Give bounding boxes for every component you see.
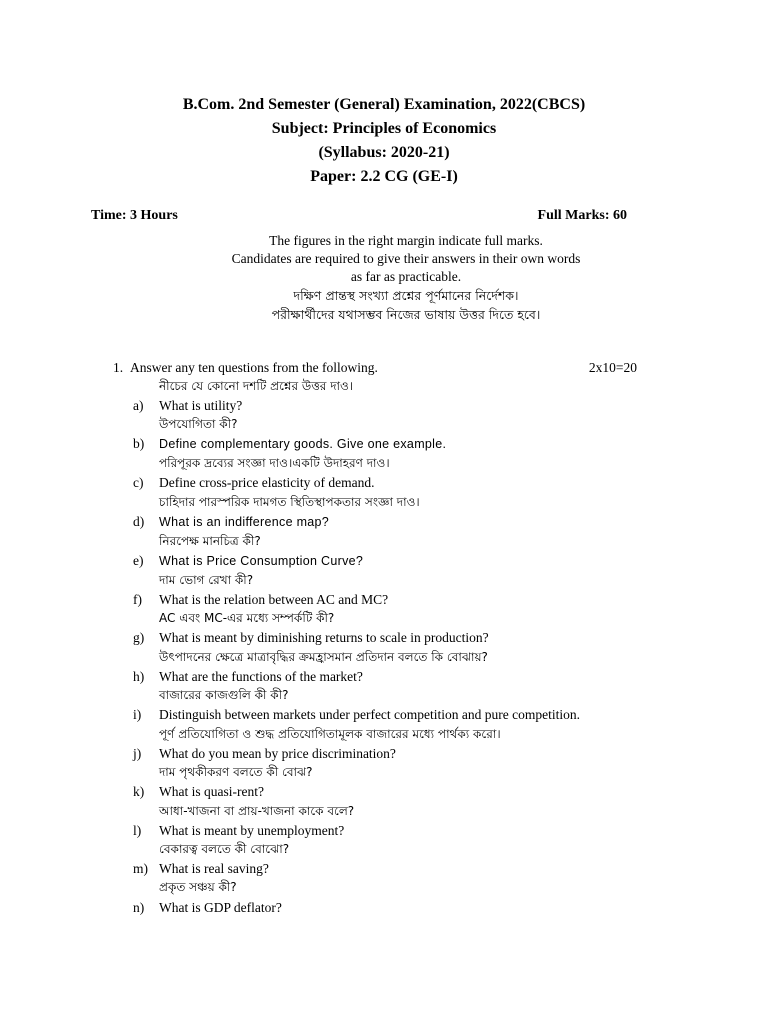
question-item-bn: প্রকৃত সঞ্চয় কী? (159, 880, 237, 894)
question-item-en: What is the relation between AC and MC? (159, 592, 389, 607)
full-marks-label: Full Marks: 60 (537, 208, 627, 223)
question-item-bn: পরিপূরক দ্রব্যের সংজ্ঞা দাও।একটি উদাহরণ দাও। (159, 456, 390, 470)
question-item-en: What is Price Consumption Curve? (159, 554, 364, 568)
instruction-en-1: The figures in the right margin indicate full marks. (269, 233, 543, 248)
item-label: h) (133, 669, 145, 684)
item-label: b) (133, 436, 145, 451)
syllabus-title: (Syllabus: 2020-21) (318, 144, 450, 161)
time-label: Time: 3 Hours (91, 208, 178, 223)
question-item-bn: বেকারত্ব বলতে কী বোঝো? (159, 842, 290, 856)
question-item-bn: AC এবং MC-এর মধ্যে সম্পর্কটি কী? (159, 611, 335, 625)
instruction-bn-2: পরীক্ষার্থীদের যথাসম্ভব নিজের ভাষায় উত্তর দিতে হবে। (271, 307, 541, 322)
item-label: j) (133, 746, 142, 761)
item-label: m) (133, 861, 148, 876)
item-label: i) (133, 707, 142, 722)
question-item-en: Define cross-price elasticity of demand. (159, 475, 375, 490)
item-label: l) (133, 823, 142, 838)
item-label: k) (133, 784, 145, 799)
question-marks: 2x10=20 (588, 360, 637, 375)
question-item-en: What is an indifference map? (159, 515, 330, 529)
question-item-en: What is GDP deflator? (159, 900, 282, 915)
question-item-en: Define complementary goods. Give one example. (159, 437, 447, 451)
question-item-en: What are the functions of the market? (159, 669, 363, 684)
question-item-en: What is meant by unemployment? (159, 823, 345, 838)
question-item-en: Distinguish between markets under perfect competition and pure competition. (159, 707, 581, 722)
question-item-bn: দাম ভোগ রেখা কী? (159, 573, 254, 587)
item-label: a) (133, 398, 144, 413)
subject-title: Subject: Principles of Economics (271, 120, 497, 137)
item-label: c) (133, 475, 144, 490)
instruction-bn-1: দক্ষিণ প্রান্তস্থ সংখ্যা প্রশ্নের পূর্ণমানের নির্দেশক। (293, 288, 519, 303)
question-item-bn: উপযোগিতা কী? (159, 417, 238, 431)
item-label: n) (133, 900, 145, 915)
question-number: 1. (113, 360, 124, 375)
instruction-en-3: as far as practicable. (350, 269, 462, 284)
question-item-en: What is meant by diminishing returns to scale in production? (159, 630, 489, 645)
paper-title: Paper: 2.2 CG (GE-I) (310, 168, 458, 185)
question-text-bn: নীচের যে কোনো দশটি প্রশ্নের উত্তর দাও। (159, 379, 354, 393)
item-label: g) (133, 630, 145, 645)
question-item-en: What do you mean by price discrimination? (159, 746, 396, 761)
exam-title: B.Com. 2nd Semester (General) Examination, 2022(CBCS) (182, 96, 586, 113)
question-item-bn: নিরপেক্ষ মানচিত্র কী? (159, 534, 261, 548)
question-item-bn: পূর্ণ প্রতিযোগিতা ও শুদ্ধ প্রতিযোগিতামূলক বাজারের মধ্যে পার্থক্য করো। (159, 727, 501, 741)
question-item-bn: বাজারের কাজগুলি কী কী? (159, 688, 289, 702)
item-label: d) (133, 514, 145, 529)
question-item-bn: উৎপাদনের ক্ষেত্রে মাত্রাবৃদ্ধির ক্রমহ্রাসমান প্রতিদান বলতে কি বোঝায়? (159, 650, 488, 664)
question-item-en: What is quasi-rent? (159, 784, 264, 799)
instruction-en-2: Candidates are required to give their answers in their own words (231, 251, 581, 266)
question-item-bn: দাম পৃথকীকরণ বলতে কী বোঝ? (159, 765, 313, 779)
question-text: Answer any ten questions from the following. (130, 360, 378, 375)
item-label: f) (133, 592, 142, 607)
question-item-bn: আধা-খাজনা বা প্রায়-খাজনা কাকে বলে? (159, 804, 355, 818)
item-label: e) (133, 553, 144, 568)
question-item-en: What is utility? (159, 398, 243, 413)
question-item-bn: চাহিদার পারস্পরিক দামগত স্থিতিস্থাপকতার সংজ্ঞা দাও। (159, 495, 420, 509)
question-item-en: What is real saving? (159, 861, 269, 876)
